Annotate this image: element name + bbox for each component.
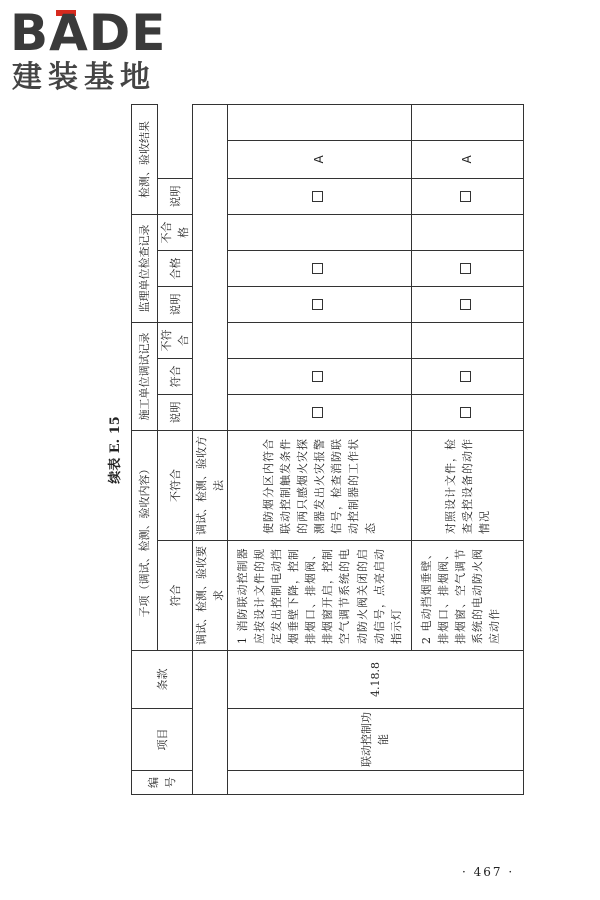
construction-note-2 bbox=[411, 322, 523, 358]
header-construction: 施工单位调试记录 bbox=[132, 322, 158, 430]
inspection-table bbox=[131, 104, 524, 795]
inspection-fail-1 bbox=[228, 140, 411, 178]
header-note-2: 说明 bbox=[158, 286, 193, 322]
header-item: 项目 bbox=[132, 709, 193, 771]
construction-comply-1[interactable] bbox=[228, 395, 411, 431]
item-cell: 联动控制功能 bbox=[228, 709, 523, 771]
checkbox-icon bbox=[312, 407, 323, 418]
header-pass: 合格 bbox=[158, 250, 193, 286]
construction-not-comply-1[interactable] bbox=[228, 359, 411, 395]
checkbox-icon bbox=[460, 191, 471, 202]
construction-not-comply-2[interactable] bbox=[411, 359, 523, 395]
inspection-pass-2[interactable] bbox=[411, 178, 523, 214]
checkbox-icon bbox=[460, 299, 471, 310]
header-not-comply-1: 不符合 bbox=[158, 431, 193, 541]
checkbox-icon bbox=[460, 263, 471, 274]
checkbox-icon bbox=[312, 371, 323, 382]
supervision-not-comply-1[interactable] bbox=[228, 250, 411, 286]
mark-a: A bbox=[312, 155, 327, 164]
logo-word: BADE bbox=[10, 4, 167, 62]
header-sub-item: 子项（调试、检测、验收内容） bbox=[132, 431, 158, 651]
header-no: 编号 bbox=[132, 771, 193, 795]
header-comply-2: 符合 bbox=[158, 359, 193, 395]
method-1: 使防烟分区内符合联动控制触发条件的两只感烟火灾探测器发出火灾报警信号，检查消防联动控制器的工作状态 bbox=[228, 431, 411, 541]
header-not-comply-2: 不符合 bbox=[158, 322, 193, 358]
supervision-note-1 bbox=[228, 214, 411, 250]
checkbox-icon bbox=[460, 407, 471, 418]
table-caption: 续表 E. 15 bbox=[108, 416, 123, 484]
header-comply-1: 符合 bbox=[158, 541, 193, 651]
checkbox-icon bbox=[312, 299, 323, 310]
header-requirement-cell: 调试、检测、验收要求 bbox=[193, 541, 228, 651]
supervision-comply-1[interactable] bbox=[228, 286, 411, 322]
requirement-1: 1 消防联动控制器应按设计文件的规定发出控制电动挡烟垂壁下降，控制排烟口、排烟阀、排烟窗开启，控制空气调节系统的电动防火阀关闭的启动信号，点亮启动指示灯 bbox=[228, 541, 411, 651]
requirement-2: 2 电动挡烟垂壁、排烟口、排烟阀、排烟窗、空气调节系统的电动防火阀应动作 bbox=[411, 541, 523, 651]
construction-note-1 bbox=[228, 322, 411, 358]
supervision-not-comply-2[interactable] bbox=[411, 250, 523, 286]
clause-cell: 4.18.8 bbox=[228, 651, 523, 709]
construction-comply-2[interactable] bbox=[411, 395, 523, 431]
method-2: 对照设计文件，检查受控设备的动作情况 bbox=[411, 431, 523, 541]
checkbox-icon bbox=[460, 371, 471, 382]
inspection-note-2 bbox=[411, 104, 523, 140]
checkbox-icon bbox=[312, 191, 323, 202]
logo bbox=[6, 4, 176, 94]
inspection-note-1 bbox=[228, 104, 411, 140]
inspection-pass-1[interactable] bbox=[228, 178, 411, 214]
header-filler bbox=[193, 104, 228, 430]
row-no-cell bbox=[228, 771, 523, 795]
mark-a: A bbox=[459, 155, 474, 164]
logo-subtitle: 建装基地 bbox=[12, 60, 156, 95]
supervision-note-2 bbox=[411, 214, 523, 250]
rotated-table-sheet bbox=[105, 105, 501, 795]
header-fail: 不合格 bbox=[158, 214, 193, 250]
header-spacer bbox=[193, 651, 228, 795]
checkbox-icon bbox=[312, 263, 323, 274]
header-inspection: 检测、验收结果 bbox=[132, 104, 158, 214]
header-note-1: 说明 bbox=[158, 395, 193, 431]
header-clause: 条款 bbox=[132, 651, 193, 709]
supervision-comply-2[interactable] bbox=[411, 286, 523, 322]
header-note-3: 说明 bbox=[158, 178, 193, 214]
header-method-cell: 调试、检测、验收方法 bbox=[193, 431, 228, 541]
inspection-fail-2 bbox=[411, 140, 523, 178]
header-supervision: 监理单位检查记录 bbox=[132, 214, 158, 322]
page-number: · 467 · bbox=[462, 865, 515, 879]
